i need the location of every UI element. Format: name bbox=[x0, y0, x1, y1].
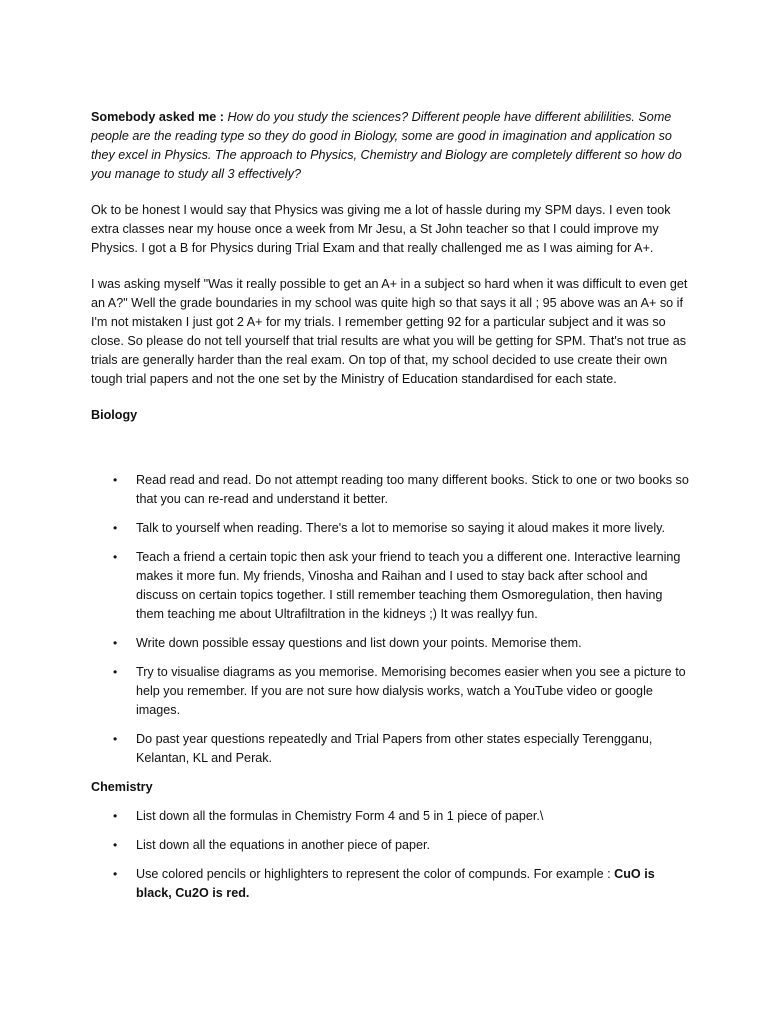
bullet-icon: • bbox=[113, 809, 118, 823]
list-item bbox=[91, 548, 691, 624]
list-item bbox=[91, 519, 691, 538]
list-item-text: Try to visualise diagrams as you memorise. Memorising becomes easier when you see a picture to help you remember. If you are not sure how dialysis works, watch a YouTube video or google images. bbox=[136, 665, 686, 717]
bullet-icon: • bbox=[113, 665, 118, 679]
list-item bbox=[91, 836, 691, 855]
list-item bbox=[91, 634, 691, 653]
bullet-icon: • bbox=[113, 636, 118, 650]
list-item bbox=[91, 471, 691, 509]
compound-colors-example: CuO is black, Cu2O is red. bbox=[136, 867, 655, 900]
list-item-text: Write down possible essay questions and list down your points. Memorise them. bbox=[136, 636, 582, 650]
bullet-icon: • bbox=[113, 732, 118, 746]
list-item bbox=[91, 807, 691, 826]
biology-heading: Biology bbox=[91, 408, 138, 422]
chemistry-heading: Chemistry bbox=[91, 780, 153, 794]
list-item-text: List down all the equations in another piece of paper. bbox=[136, 838, 431, 852]
list-item-text: Do past year questions repeatedly and Trial Papers from other states especially Terengganu, Kelantan, KL and Perak. bbox=[136, 732, 653, 765]
bullet-icon: • bbox=[113, 521, 118, 535]
bullet-icon: • bbox=[113, 473, 118, 487]
document-body bbox=[91, 108, 691, 913]
paragraph-physics-hassle: Ok to be honest I would say that Physics was giving me a lot of hassle during my SPM days. I even took extra classes near my house once a week from Mr Jesu, a St John teacher so that I could improve my Physics. I got a B for Physics during Trial Exam and that really challenged me as I was aiming for A+. bbox=[91, 203, 671, 255]
bullet-icon: • bbox=[113, 838, 118, 852]
intro-paragraph bbox=[91, 108, 691, 184]
list-item bbox=[91, 865, 691, 903]
list-item-text: Read read and read. Do not attempt reading too many different books. Stick to one or two books so that you can re-read and understand it better. bbox=[136, 473, 689, 506]
list-item-text: Talk to yourself when reading. There's a lot to memorise so saying it aloud makes it more lively. bbox=[136, 521, 666, 535]
list-item-text: Use colored pencils or highlighters to represent the color of compunds. For example : bbox=[136, 867, 615, 881]
bullet-icon: • bbox=[113, 867, 118, 881]
list-item-text: List down all the formulas in Chemistry Form 4 and 5 in 1 piece of paper.\ bbox=[136, 809, 544, 823]
intro-prefix: Somebody asked me : bbox=[91, 110, 224, 124]
list-item bbox=[91, 663, 691, 720]
intro-question: How do you study the sciences? Different people have different abililities. Some people are the reading type so they do good in Biology, some are good in imagination and application so they excel in Physics. The approach to Physics, Chemistry and Biology are completely different so how do you manage to study all 3 effectively? bbox=[91, 110, 682, 181]
bullet-icon: • bbox=[113, 550, 118, 564]
list-item bbox=[91, 730, 691, 768]
list-item-text: Teach a friend a certain topic then ask your friend to teach you a different one. Interactive learning makes it more fun. My friends, Vinosha and Raihan and I used to stay back after school and discuss on certain topics together. I still remember teaching them Osmoregulation, then having them teaching me about Ultrafiltration in the kidneys ;) It was reallyy fun. bbox=[136, 550, 681, 621]
paragraph-grade-boundaries: I was asking myself "Was it really possible to get an A+ in a subject so hard when it was difficult to even get an A?" Well the grade boundaries in my school was quite high so that says it all ; 95 above was an A+ so if I'm not mistaken I just got 2 A+ for my trials. I remember getting 92 for a particular subject and it was so close. So please do not tell yourself that trial results are what you will be getting for SPM. That's not true as trials are generally harder than the real exam. On top of that, my school decided to use create their own tough trial papers and not the one set by the Ministry of Education standardised for each state. bbox=[91, 277, 688, 386]
biology-tips-list bbox=[91, 471, 691, 768]
chemistry-tips-list bbox=[91, 807, 691, 903]
